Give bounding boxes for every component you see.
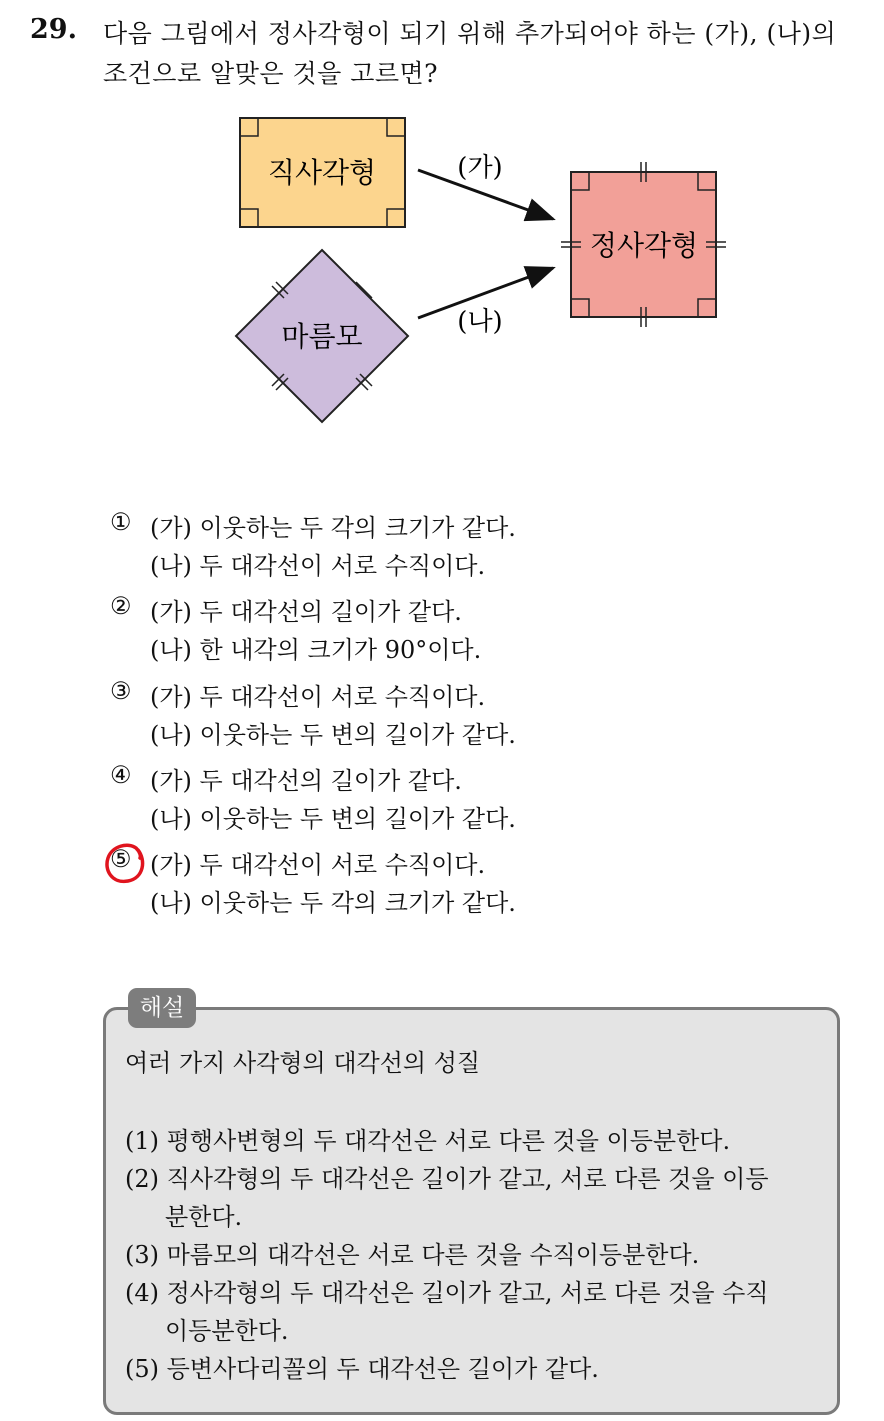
- rectangle-label: 직사각형: [267, 156, 377, 189]
- explanation-line: (2) 직사각형의 두 대각선은 길이가 같고, 서로 다른 것을 이등: [125, 1165, 769, 1193]
- option-marker: ②: [110, 592, 132, 620]
- option-condition-ga: (가) 두 대각선의 길이가 같다.: [150, 598, 462, 626]
- rhombus-label: 마름모: [281, 320, 363, 353]
- arrow-na-label: (나): [457, 307, 503, 337]
- option-marker: ④: [110, 761, 132, 789]
- option-condition-na: (나) 이웃하는 두 각의 크기가 같다.: [150, 889, 516, 917]
- option-marker: ⑤: [110, 845, 132, 873]
- explanation-line: (5) 등변사다리꼴의 두 대각선은 길이가 같다.: [125, 1355, 599, 1383]
- option-marker: ③: [110, 677, 132, 705]
- explanation-line: 분한다.: [165, 1203, 243, 1231]
- answer-mark-icon: [100, 838, 150, 888]
- option-condition-na: (나) 한 내각의 크기가 90°이다.: [150, 636, 482, 664]
- option-condition-na: (나) 두 대각선이 서로 수직이다.: [150, 552, 486, 580]
- quadrilateral-diagram: [220, 100, 740, 430]
- question-text-line2: 조건으로 알맞은 것을 고르면?: [103, 59, 439, 88]
- option-condition-na: (나) 이웃하는 두 변의 길이가 같다.: [150, 721, 516, 749]
- explanation-line: (1) 평행사변형의 두 대각선은 서로 다른 것을 이등분한다.: [125, 1127, 731, 1155]
- explanation-title: 여러 가지 사각형의 대각선의 성질: [125, 1049, 481, 1077]
- explanation-line: (3) 마름모의 대각선은 서로 다른 것을 수직이등분한다.: [125, 1241, 700, 1269]
- explanation-tab: 해설: [128, 988, 196, 1028]
- option-condition-ga: (가) 두 대각선이 서로 수직이다.: [150, 851, 486, 879]
- rhombus-shape: [236, 250, 408, 422]
- question-text-line1: 다음 그림에서 정사각형이 되기 위해 추가되어야 하는 (가), (나)의: [103, 19, 837, 48]
- option-condition-ga: (가) 두 대각선의 길이가 같다.: [150, 767, 462, 795]
- option-condition-ga: (가) 두 대각선이 서로 수직이다.: [150, 683, 486, 711]
- option-condition-na: (나) 이웃하는 두 변의 길이가 같다.: [150, 805, 516, 833]
- option-marker: ①: [110, 508, 132, 536]
- option-condition-ga: (가) 이웃하는 두 각의 크기가 같다.: [150, 514, 516, 542]
- square-shape: [561, 162, 726, 327]
- explanation-line: 이등분한다.: [165, 1317, 289, 1345]
- question-number: 29.: [30, 14, 77, 45]
- arrow-ga-label: (가): [457, 153, 503, 183]
- explanation-line: (4) 정사각형의 두 대각선은 길이가 같고, 서로 다른 것을 수직: [125, 1279, 769, 1307]
- rectangle-shape: [240, 118, 405, 227]
- square-label: 정사각형: [589, 229, 699, 262]
